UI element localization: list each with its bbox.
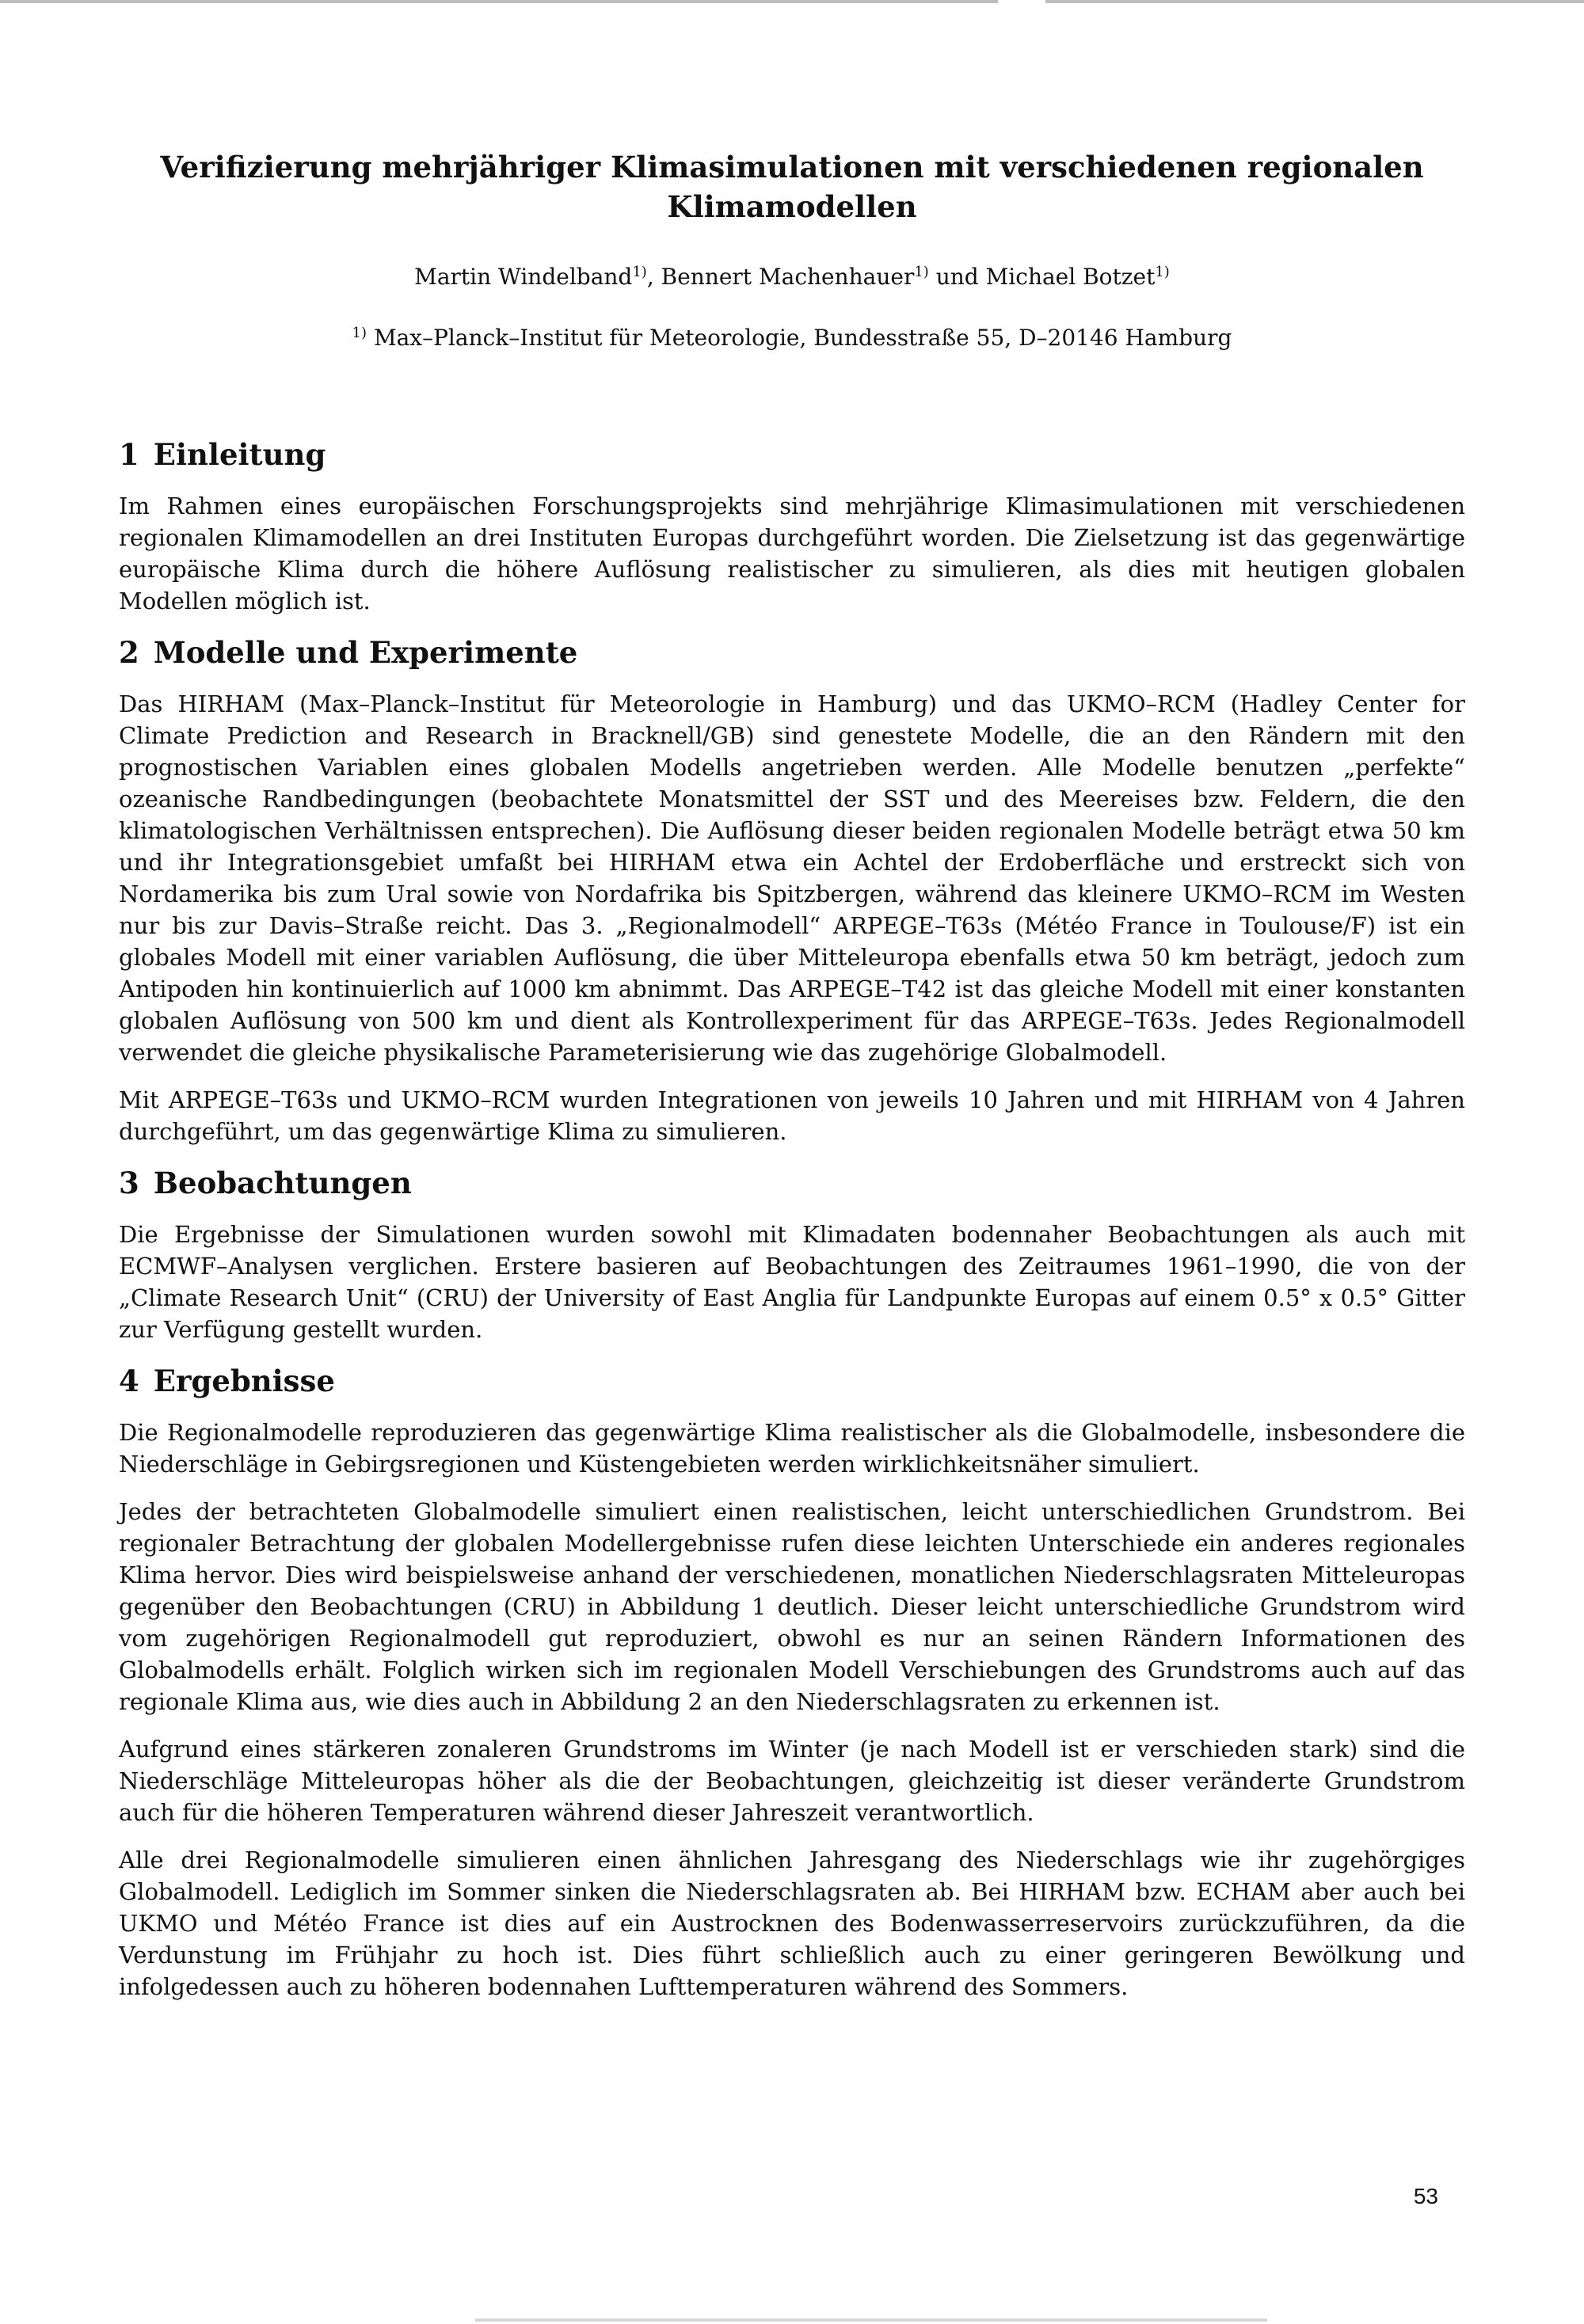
author-affiliation-marker: 1) <box>632 264 647 280</box>
section-title: Modelle und Experimente <box>153 635 578 670</box>
affiliation-line <box>119 322 1465 354</box>
author-separator: und <box>928 264 986 290</box>
paper-title: Verifizierung mehrjähriger Klimasimulationen mit verschiedenen regionalen Klimamodellen <box>160 150 1424 224</box>
scan-top-border-gap <box>998 0 1045 3</box>
author-affiliation-marker: 1) <box>914 264 929 280</box>
author-separator: , <box>646 264 661 290</box>
author-name: Martin Windelband <box>414 264 633 290</box>
affiliation-marker: 1) <box>352 325 367 341</box>
section-title: Einleitung <box>153 437 326 472</box>
paragraph: Die Regionalmodelle reproduzieren das gegenwärtige Klima realistischer als die Globalmodelle, insbesondere die Niederschläge in Gebirgsregionen und Küstengebieten werden wirklichkeitsnäher simuliert. <box>119 1419 1465 1478</box>
paragraph: Das HIRHAM (Max–Planck–Institut für Meteorologie in Hamburg) und das UKMO–RCM (Hadley Center for Climate Prediction and Research in Bracknell/GB) sind genestete Modelle, die an den Rändern mit den prognostischen Variablen eines globalen Modells angetrieben werden. Alle Modelle benutzen „perfekte“ ozeanische Randbedingungen (beobachtete Monatsmittel der SST und des Meereises bzw. Feldern, die den klimatologischen Verhältnissen entsprechen). Die Auflösung dieser beiden regionalen Modelle beträgt etwa 50 km und ihr Integrationsgebiet umfaßt bei HIRHAM etwa ein Achtel der Erdoberfläche und erstreckt sich von Nordamerika bis zum Ural sowie von Nordafrika bis Spitzbergen, während das kleinere UKMO–RCM im Westen nur bis zur Davis–Straße reicht. Das 3. „Regionalmodell“ ARPEGE–T63s (Météo France in Toulouse/F) ist ein globales Modell mit einer variablen Auflösung, die über Mitteleuropa ebenfalls etwa 50 km beträgt, jedoch zum Antipoden hin kontinuierlich auf 1000 km abnimmt. Das ARPEGE–T42 ist das gleiche Modell mit einer konstanten globalen Auflösung von 500 km und dient als Kontrollexperiment für das ARPEGE–T63s. Jedes Regionalmodell verwendet die gleiche physikalische Parameterisierung wie das zugehörige Globalmodell. <box>119 690 1465 1066</box>
section-heading <box>119 435 1465 474</box>
section-number: 4 <box>119 1364 139 1398</box>
section-heading <box>119 1361 1465 1401</box>
scan-bottom-border <box>475 2318 1267 2322</box>
paragraph: Aufgrund eines stärkeren zonaleren Grundstroms im Winter (je nach Modell ist er verschieden stark) sind die Niederschläge Mitteleuropas höher als die der Beobachtungen, gleichzeitig ist dieser veränderte Grundstrom auch für die höheren Temperaturen während dieser Jahreszeit verantwortlich. <box>119 1736 1465 1826</box>
paper-body <box>119 424 1465 2018</box>
paragraph: Jedes der betrachteten Globalmodelle simuliert einen realistischen, leicht unterschiedlichen Grundstrom. Bei regionaler Betrachtung der globalen Modellergebnisse rufen diese leichten Unterschiede ein anderes regionales Klima hervor. Dies wird beispielsweise anhand der verschiedenen, monatlichen Niederschlagsraten Mitteleuropas gegenüber den Beobachtungen (CRU) in Abbildung 1 deutlich. Dieser leicht unterschiedliche Grundstrom wird vom zugehörigen Regionalmodell gut reproduziert, obwohl es nur an seinen Rändern Informationen des Globalmodells erhält. Folglich wirken sich im regionalen Modell Verschiebungen des Grundstroms auch auf das regionale Klima aus, wie dies auch in Abbildung 2 an den Niederschlagsraten zu erkennen ist. <box>119 1498 1465 1715</box>
affiliation-text: Max–Planck–Institut für Meteorologie, Bundesstraße 55, D–20146 Hamburg <box>373 325 1232 351</box>
scan-top-border <box>0 0 1584 3</box>
section-number: 1 <box>119 437 139 472</box>
section-number: 2 <box>119 635 139 670</box>
section-beobachtungen <box>119 1163 1465 1345</box>
paragraph: Die Ergebnisse der Simulationen wurden sowohl mit Klimadaten bodennaher Beobachtungen als auch mit ECMWF–Analysen verglichen. Erstere basieren auf Beobachtungen des Zeitraumes 1961–1990, die von der „Climate Research Unit“ (CRU) der University of East Anglia für Landpunkte Europas auf einem 0.5° x 0.5° Gitter zur Verfügung gestellt wurden. <box>119 1221 1465 1343</box>
section-einleitung <box>119 435 1465 617</box>
section-modelle-und-experimente <box>119 633 1465 1147</box>
author-name: Michael Botzet <box>985 264 1156 290</box>
page-number: 53 <box>1413 2184 1438 2208</box>
author-line <box>119 261 1465 293</box>
author-name: Bennert Machenhauer <box>661 264 915 290</box>
section-heading <box>119 1163 1465 1203</box>
section-number: 3 <box>119 1166 139 1200</box>
section-heading <box>119 633 1465 672</box>
paragraph: Alle drei Regionalmodelle simulieren einen ähnlichen Jahresgang des Niederschlags wie ihr zugehörgiges Globalmodell. Lediglich im Sommer sinken die Niederschlagsraten ab. Bei HIRHAM bzw. ECHAM aber auch bei UKMO und Météo France ist dies auf ein Austrocknen des Bodenwasserreservoirs zurückzuführen, da die Verdunstung im Frühjahr zu hoch ist. Dies führt schließlich auch zu einer geringeren Bewölkung und infolgedessen auch zu höheren bodennahen Lufttemperaturen während des Sommers. <box>119 1847 1465 2000</box>
section-ergebnisse <box>119 1361 1465 2003</box>
section-title: Beobachtungen <box>153 1166 412 1200</box>
author-affiliation-marker: 1) <box>1155 264 1170 280</box>
section-title: Ergebnisse <box>153 1364 335 1398</box>
paragraph: Im Rahmen eines europäischen Forschungsprojekts sind mehrjährige Klimasimulationen mit verschiedenen regionalen Klimamodellen an drei Instituten Europas durchgeführt worden. Die Zielsetzung ist das gegenwärtige europäische Klima durch die höhere Auflösung realistischer zu simulieren, als dies mit heutigen globalen Modellen möglich ist. <box>119 493 1465 614</box>
paragraph: Mit ARPEGE–T63s und UKMO–RCM wurden Integrationen von jeweils 10 Jahren und mit HIRHAM von 4 Jahren durchgeführt, um das gegenwärtige Klima zu simulieren. <box>119 1086 1465 1145</box>
